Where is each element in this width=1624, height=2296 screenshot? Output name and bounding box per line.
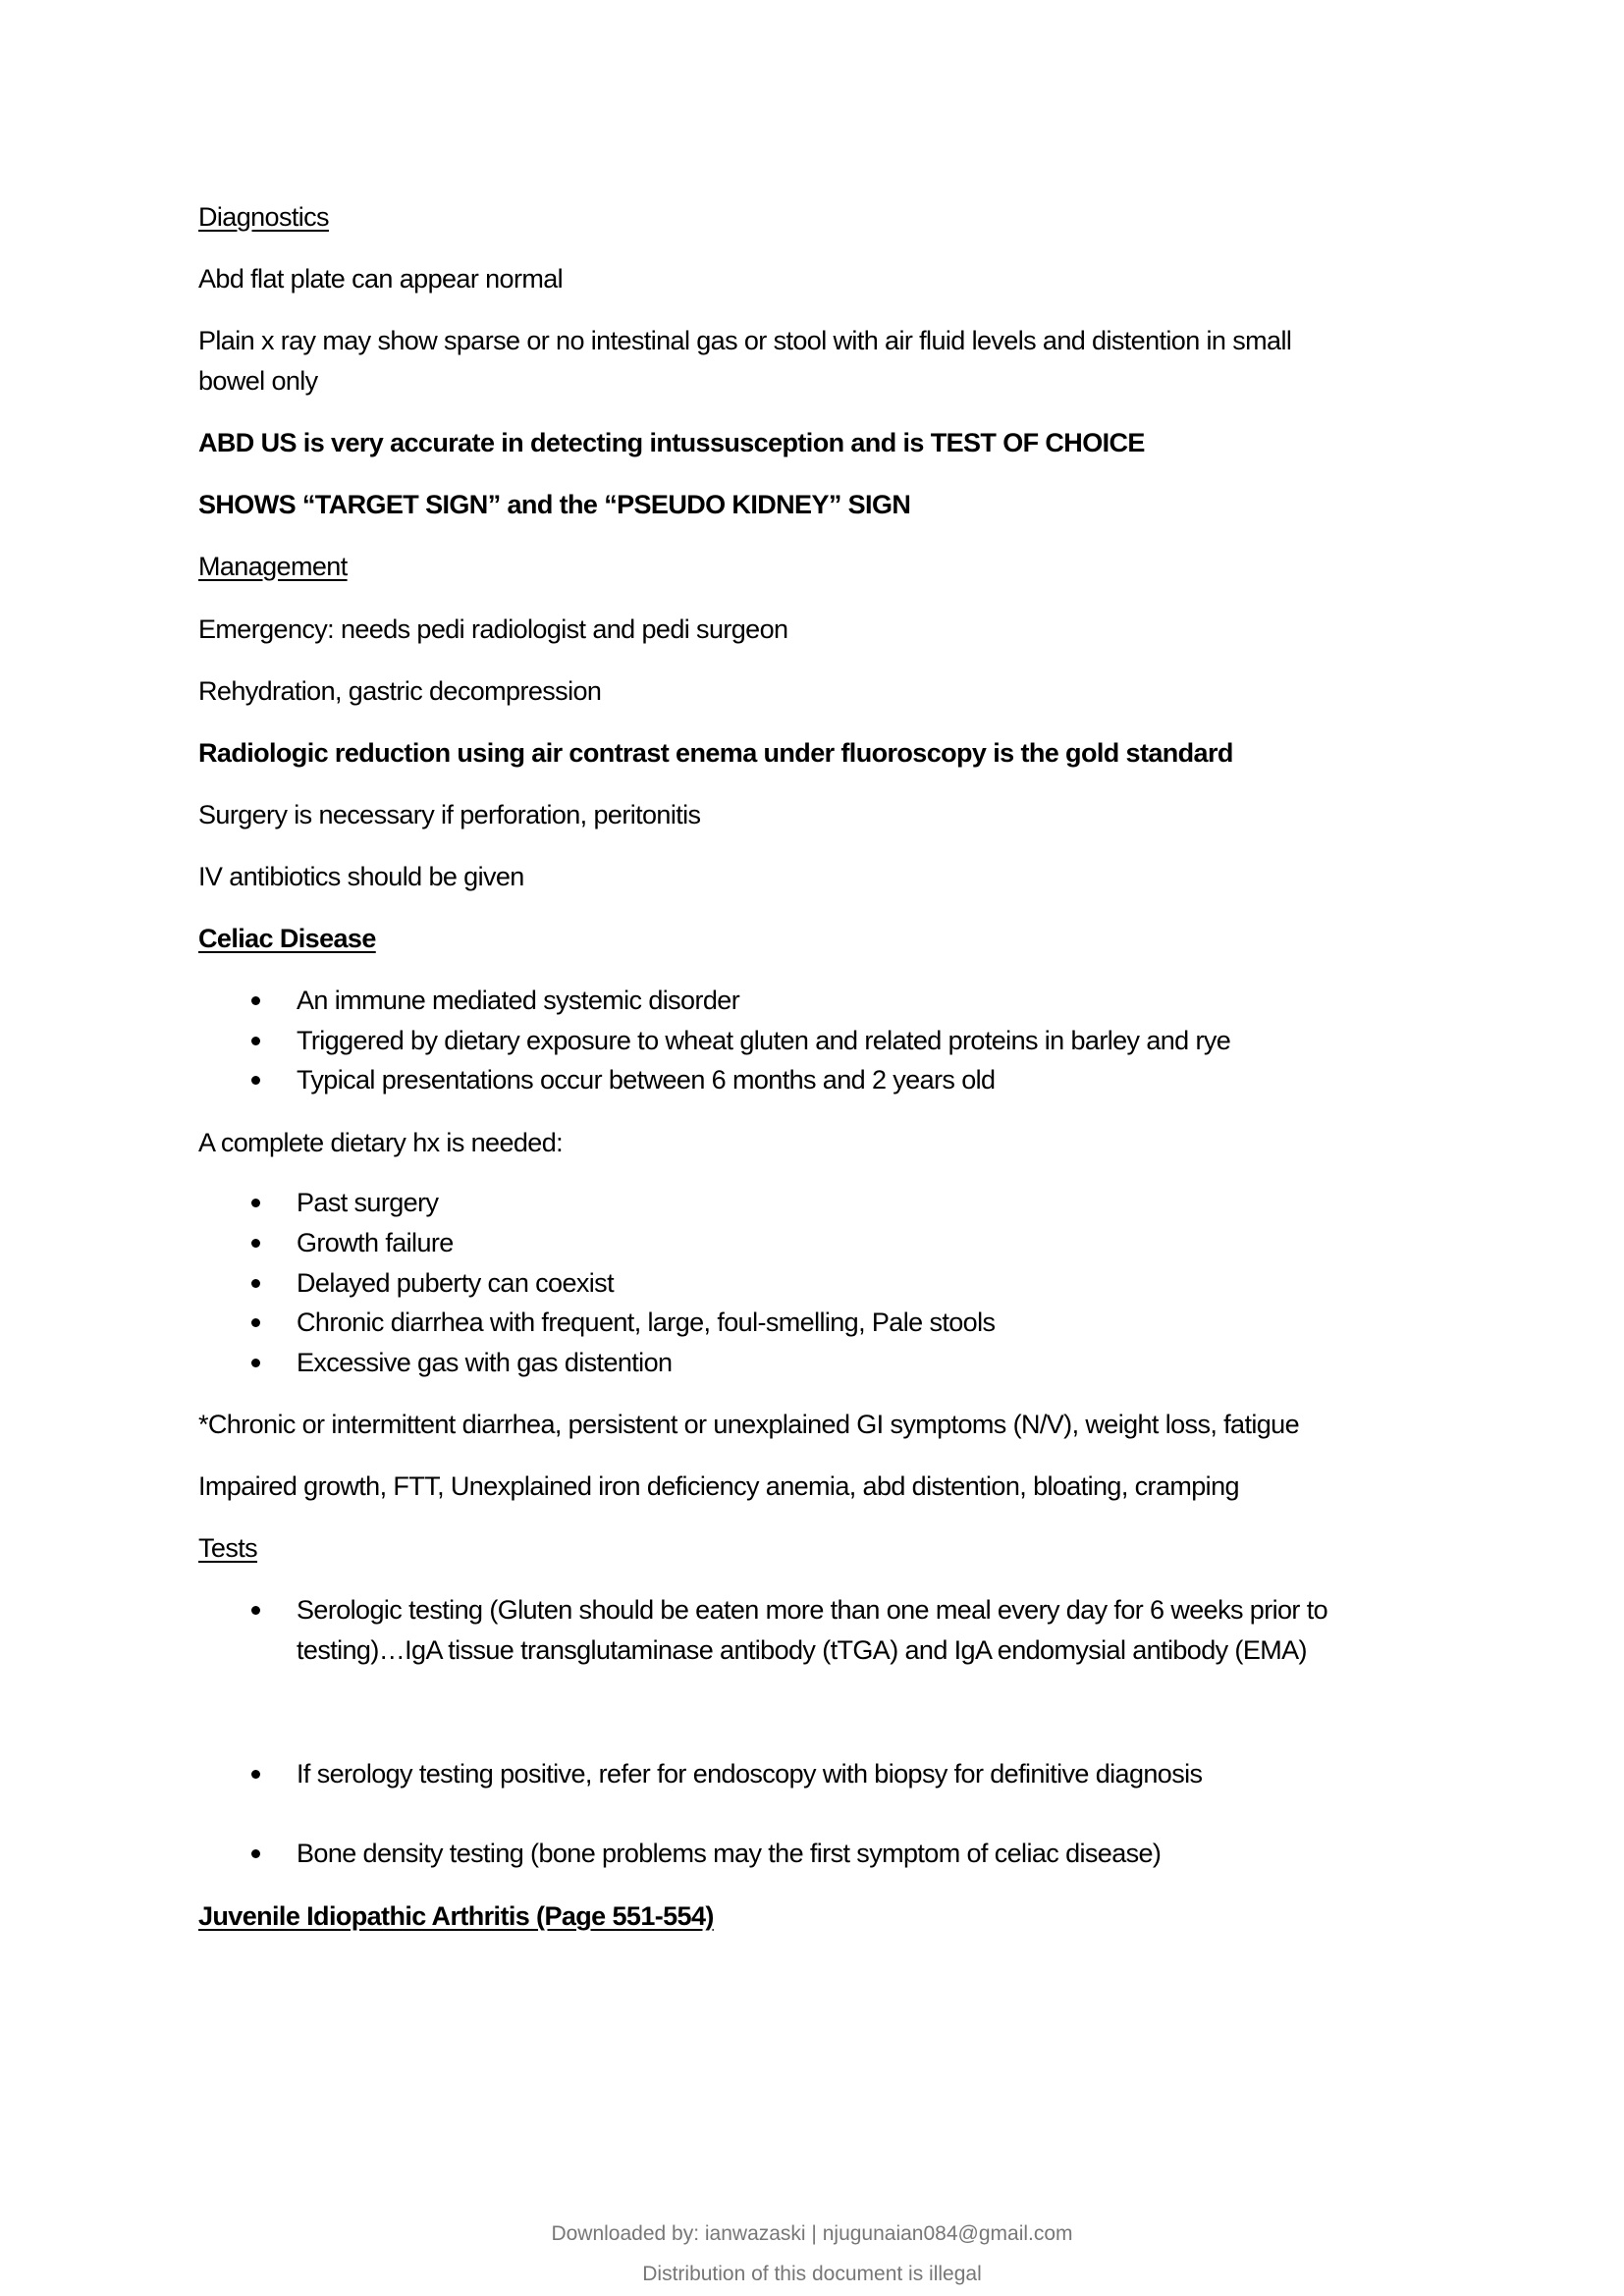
- list-item: Serologic testing (Gluten should be eaten more than one meal every day for 6 weeks prior to: [297, 1595, 1328, 1625]
- paragraph: Rehydration, gastric decompression: [198, 676, 602, 706]
- paragraph: *Chronic or intermittent diarrhea, persistent or unexplained GI symptoms (N/V), weight loss, fatigue: [198, 1410, 1300, 1439]
- bullet-icon: [251, 996, 260, 1005]
- bullet-icon: [251, 1076, 260, 1085]
- management-heading: Management: [198, 552, 348, 581]
- paragraph: Surgery is necessary if perforation, peritonitis: [198, 800, 701, 829]
- paragraph: Abd flat plate can appear normal: [198, 264, 564, 294]
- tests-heading: Tests: [198, 1533, 258, 1563]
- list-item: Chronic diarrhea with frequent, large, foul-smelling, Pale stools: [297, 1308, 996, 1337]
- paragraph-bold: SHOWS “TARGET SIGN” and the “PSEUDO KIDNEY” SIGN: [198, 490, 911, 519]
- bullet-icon: [251, 1606, 260, 1615]
- paragraph: Plain x ray may show sparse or no intestinal gas or stool with air fluid levels and distention in small: [198, 326, 1292, 355]
- list-item: Delayed puberty can coexist: [297, 1268, 614, 1298]
- celiac-heading: Celiac Disease: [198, 924, 376, 953]
- footer-distribution-notice: Distribution of this document is illegal: [642, 2263, 982, 2285]
- footer-downloaded-by: Downloaded by: ianwazaski | njugunaian084@gmail.com: [551, 2222, 1073, 2245]
- list-item: Triggered by dietary exposure to wheat gluten and related proteins in barley and rye: [297, 1026, 1231, 1055]
- paragraph-bold: Radiologic reduction using air contrast enema under fluoroscopy is the gold standard: [198, 738, 1233, 768]
- bullet-icon: [251, 1359, 260, 1367]
- bullet-icon: [251, 1770, 260, 1779]
- paragraph: Impaired growth, FTT, Unexplained iron deficiency anemia, abd distention, bloating, cramping: [198, 1471, 1239, 1501]
- list-item: If serology testing positive, refer for endoscopy with biopsy for definitive diagnosis: [297, 1759, 1203, 1789]
- bullet-icon: [251, 1239, 260, 1248]
- jia-heading: Juvenile Idiopathic Arthritis (Page 551-554): [198, 1901, 714, 1931]
- list-item: Bone density testing (bone problems may the first symptom of celiac disease): [297, 1839, 1162, 1868]
- bullet-icon: [251, 1037, 260, 1045]
- list-item: Typical presentations occur between 6 months and 2 years old: [297, 1065, 996, 1095]
- list-item: Excessive gas with gas distention: [297, 1348, 673, 1377]
- list-item: Past surgery: [297, 1188, 439, 1217]
- bullet-icon: [251, 1318, 260, 1327]
- list-item-continued: testing)…IgA tissue transglutaminase antibody (tTGA) and IgA endomysial antibody (EMA): [297, 1635, 1307, 1665]
- paragraph: Emergency: needs pedi radiologist and pedi surgeon: [198, 614, 788, 644]
- bullet-icon: [251, 1849, 260, 1858]
- paragraph-bold: ABD US is very accurate in detecting intussusception and is TEST OF CHOICE: [198, 428, 1145, 457]
- paragraph: IV antibiotics should be given: [198, 862, 524, 891]
- list-item: An immune mediated systemic disorder: [297, 986, 740, 1015]
- paragraph: A complete dietary hx is needed:: [198, 1128, 564, 1157]
- bullet-icon: [251, 1279, 260, 1288]
- paragraph: bowel only: [198, 366, 318, 396]
- bullet-icon: [251, 1199, 260, 1207]
- list-item: Growth failure: [297, 1228, 454, 1257]
- diagnostics-heading: Diagnostics: [198, 202, 329, 232]
